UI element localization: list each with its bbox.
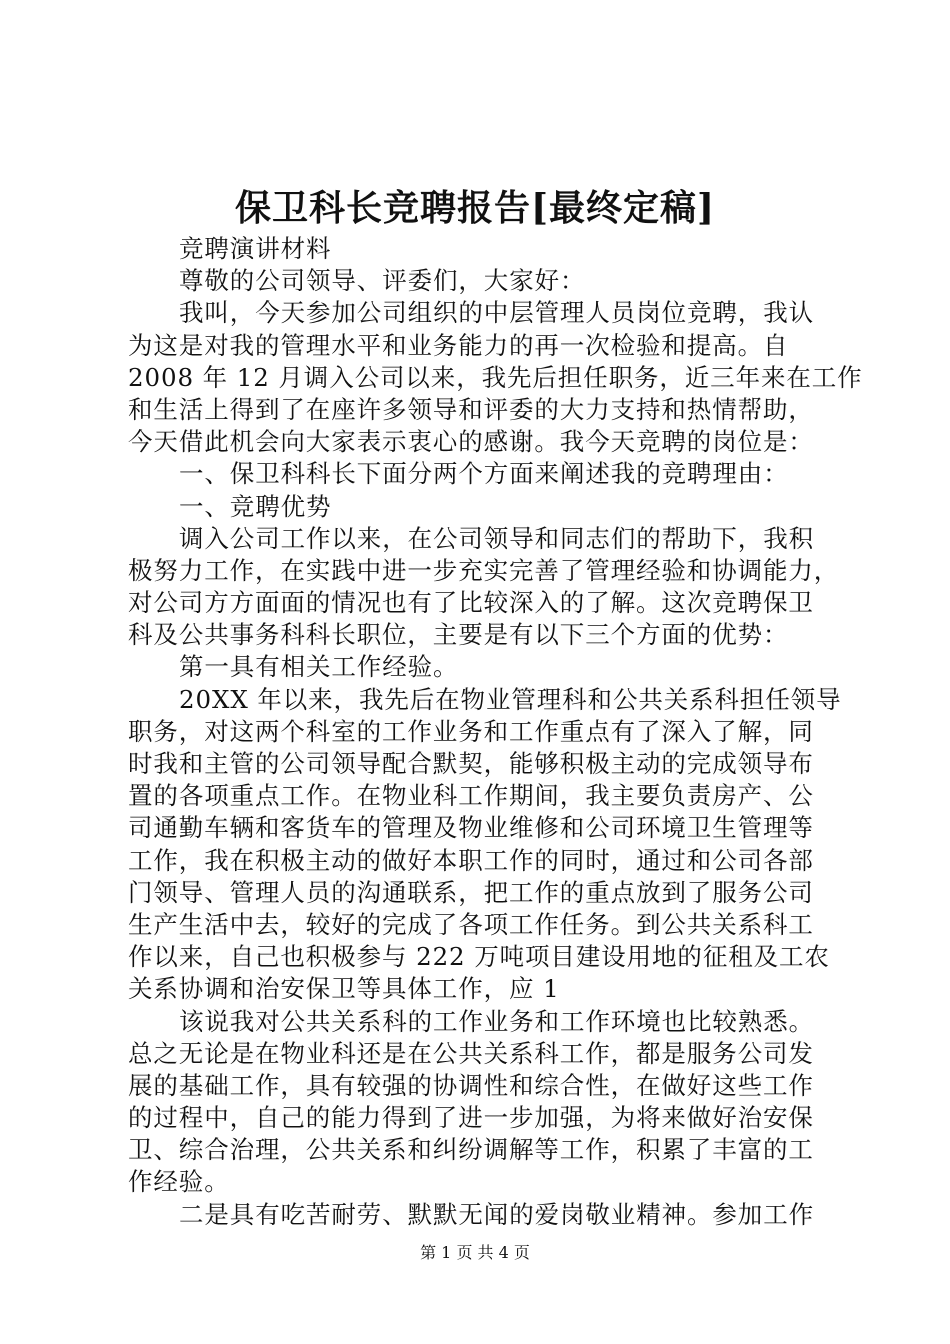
body-line: 对公司方方面面的情况也有了比较深入的了解。这次竞聘保卫	[128, 588, 814, 618]
body-line: 科及公共事务科科长职位，主要是有以下三个方面的优势：	[128, 620, 789, 650]
body-line: 第一具有相关工作经验。	[179, 652, 459, 682]
body-line: 关系协调和治安保卫等具体工作，应 1	[128, 974, 560, 1004]
document-body	[128, 233, 863, 1231]
body-line: 尊敬的公司领导、评委们，大家好：	[179, 266, 586, 296]
document-title: 保卫科长竞聘报告[最终定稿]	[234, 187, 716, 229]
body-line: 总之无论是在物业科还是在公共关系科工作，都是服务公司发	[128, 1038, 814, 1068]
body-line: 我叫，今天参加公司组织的中层管理人员岗位竞聘，我认	[179, 298, 814, 328]
body-line: 竞聘演讲材料	[179, 234, 332, 263]
body-line: 置的各项重点工作。在物业科工作期间，我主要负责房产、公	[128, 781, 814, 811]
body-line: 一、保卫科科长下面分两个方面来阐述我的竞聘理由：	[179, 459, 789, 489]
body-line: 工作，我在积极主动的做好本职工作的同时，通过和公司各部	[128, 845, 814, 875]
body-line: 作以来，自己也积极参与 222 万吨项目建设用地的征租及工农	[128, 942, 830, 972]
body-line: 的过程中，自己的能力得到了进一步加强，为将来做好治安保	[128, 1103, 814, 1133]
body-line: 生产生活中去，较好的完成了各项工作任务。到公共关系科工	[128, 909, 814, 939]
body-line: 二是具有吃苦耐劳、默默无闻的爱岗敬业精神。参加工作	[179, 1199, 814, 1229]
body-line: 时我和主管的公司领导配合默契，能够积极主动的完成领导布	[128, 749, 814, 778]
body-line: 20XX 年以来，我先后在物业管理科和公共关系科担任领导	[179, 684, 842, 714]
body-line: 2008 年 12 月调入公司以来，我先后担任职务，近三年来在工作	[128, 362, 863, 392]
body-line: 门领导、管理人员的沟通联系，把工作的重点放到了服务公司	[128, 877, 814, 907]
body-line: 该说我对公共关系科的工作业务和工作环境也比较熟悉。	[179, 1006, 814, 1036]
body-line: 和生活上得到了在座许多领导和评委的大力支持和热情帮助，	[128, 394, 814, 424]
body-line: 今天借此机会向大家表示衷心的感谢。我今天竞聘的岗位是：	[128, 427, 814, 457]
body-line: 职务，对这两个科室的工作业务和工作重点有了深入了解，同	[128, 716, 814, 746]
body-line: 展的基础工作，具有较强的协调性和综合性，在做好这些工作	[128, 1070, 814, 1100]
body-line: 司通勤车辆和客货车的管理及物业维修和公司环境卫生管理等	[128, 813, 814, 843]
body-line: 一、竞聘优势	[179, 491, 332, 521]
body-line: 卫、综合治理，公共关系和纠纷调解等工作，积累了丰富的工	[128, 1135, 814, 1165]
body-line: 为这是对我的管理水平和业务能力的再一次检验和提高。自	[128, 330, 789, 360]
page-number-footer: 第 1 页 共 4 页	[420, 1243, 530, 1262]
body-line: 调入公司工作以来，在公司领导和同志们的帮助下，我积	[179, 523, 814, 553]
body-line: 作经验。	[128, 1167, 230, 1197]
body-line: 极努力工作，在实践中进一步充实完善了管理经验和协调能力，	[128, 555, 840, 585]
